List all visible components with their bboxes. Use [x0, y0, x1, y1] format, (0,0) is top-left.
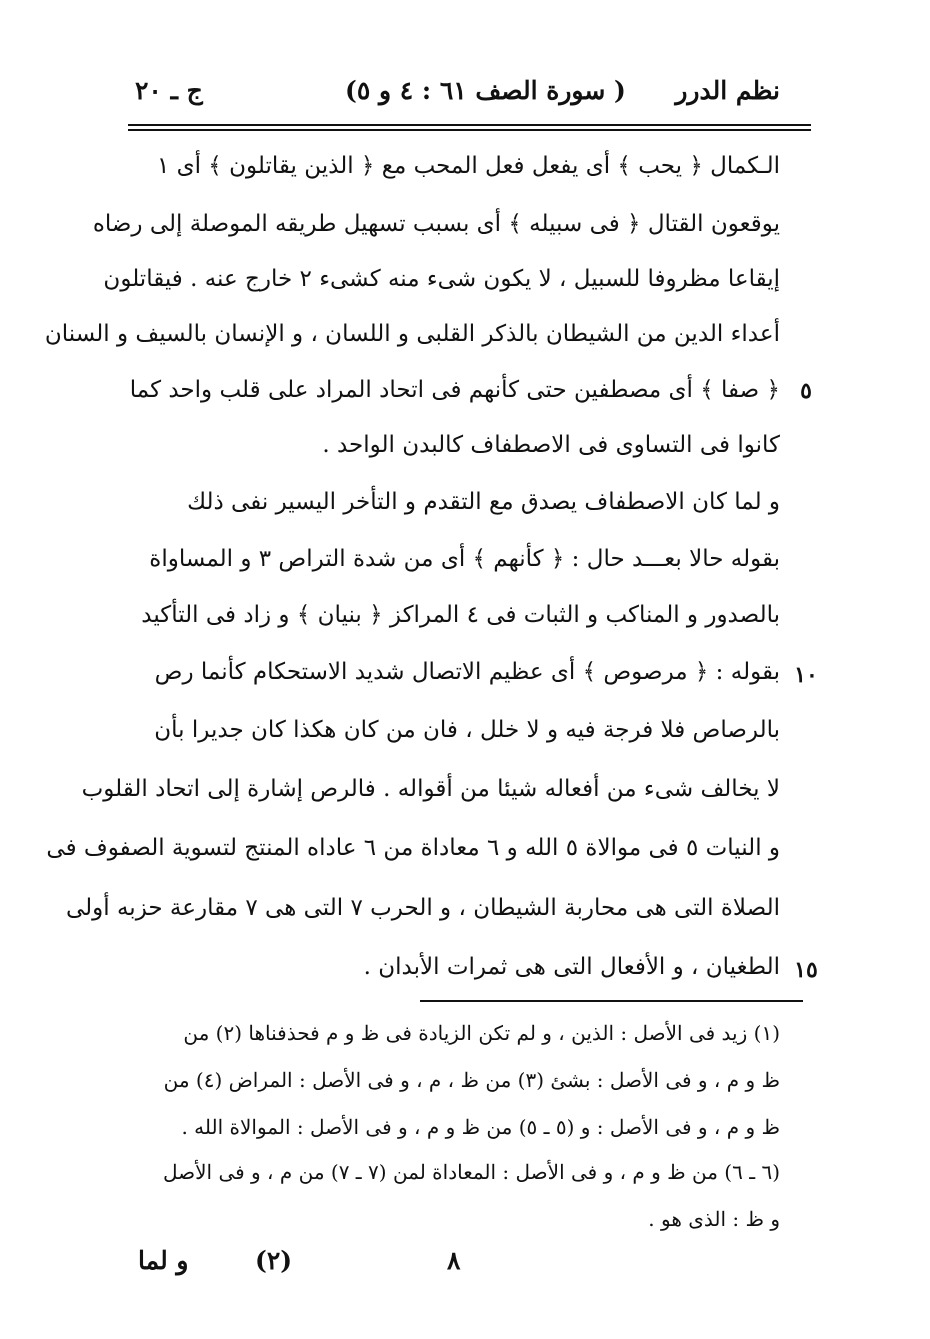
footnote-rule	[420, 1000, 803, 1002]
line-number-10: ١٠	[794, 662, 818, 688]
body-line: و النيات ٥ فى موالاة ٥ الله و ٦ معاداة من ٦ عاداه المنتج لتسوية الصفوف فى	[46, 835, 780, 861]
footnote-line: (١) زيد فى الأصل : الذين ، و لم تكن الزيادة فى ظ و م فحذفناها (٢) من	[183, 1021, 780, 1045]
header-rule-top	[128, 124, 811, 126]
volume-number: ج ـ ٢٠	[135, 76, 203, 105]
footnote-line: ظ و م ، و فى الأصل : و (٥ ـ ٥) من ظ و م ، و فى الأصل : الموالاة الله .	[181, 1115, 780, 1139]
footnote-line: (٦ ـ ٦) من ظ و م ، و فى الأصل : المعاداة لمن (٧ ـ ٧) من م ، و فى الأصل	[163, 1160, 780, 1184]
body-line: بقوله : ﴿ مرصوص ﴾ أى عظيم الاتصال شديد الاستحكام كأنما رص	[154, 659, 780, 685]
page-number: ٨	[447, 1246, 461, 1275]
header-rule-bottom	[128, 129, 811, 131]
body-line: إيقاعا مظروفا للسبيل ، لا يكون شىء منه كشىء ٢ خارج عنه . فيقاتلون	[103, 266, 780, 292]
body-line: أعداء الدين من الشيطان بالذكر القلبى و اللسان ، و الإنسان بالسيف و السنان	[44, 321, 780, 347]
sura-reference: ( سورة الصف ٦١ : ٤ و ٥)	[345, 76, 626, 105]
body-line: ﴿ صفا ﴾ أى مصطفين حتى كأنهم فى اتحاد المراد على قلب واحد كما	[129, 377, 780, 403]
body-line: و لما كان الاصطفاف يصدق مع التقدم و التأخر اليسير نفى ذلك	[187, 489, 780, 515]
line-number-15: ١٥	[794, 957, 818, 983]
catchword: و لما	[138, 1246, 189, 1275]
body-line: لا يخالف شىء من أفعاله شيئا من أقواله . فالرص إشارة إلى اتحاد القلوب	[81, 776, 780, 802]
body-line: بالصدور و المناكب و الثبات فى ٤ المراكز ﴿ بنيان ﴾ و زاد فى التأكيد	[141, 602, 780, 628]
body-line: الصلاة التى هى محاربة الشيطان ، و الحرب ٧ التى هى ٧ مقارعة حزبه أولى	[65, 895, 780, 921]
footnote-line: ظ و م ، و فى الأصل : بشئ (٣) من ظ ، م ، و فى الأصل : المراض (٤) من	[163, 1068, 780, 1092]
body-line: يوقعون القتال ﴿ فى سبيله ﴾ أى بسبب تسهيل طريقه الموصلة إلى رضاه	[92, 211, 780, 237]
line-number-5: ٥	[800, 378, 812, 404]
body-line: كانوا فى التساوى فى الاصطفاف كالبدن الواحد .	[322, 432, 780, 458]
body-line: الطغيان ، و الأفعال التى هى ثمرات الأبدان .	[363, 954, 780, 980]
running-title: نظم الدرر	[675, 76, 780, 105]
footnote-line: و ظ : الذى هو .	[648, 1207, 780, 1231]
body-line: بقوله حالا بعـــد حال : ﴿ كأنهم ﴾ أى من شدة التراص ٣ و المساواة	[149, 546, 780, 572]
body-line: الـكمال ﴿ يحب ﴾ أى يفعل فعل المحب مع ﴿ الذين يقاتلون ﴾ أى ١	[156, 153, 780, 179]
body-line: بالرصاص فلا فرجة فيه و لا خلل ، فان من كان هكذا كان جديرا بأن	[154, 717, 780, 743]
signature-mark: (٢)	[255, 1246, 293, 1275]
